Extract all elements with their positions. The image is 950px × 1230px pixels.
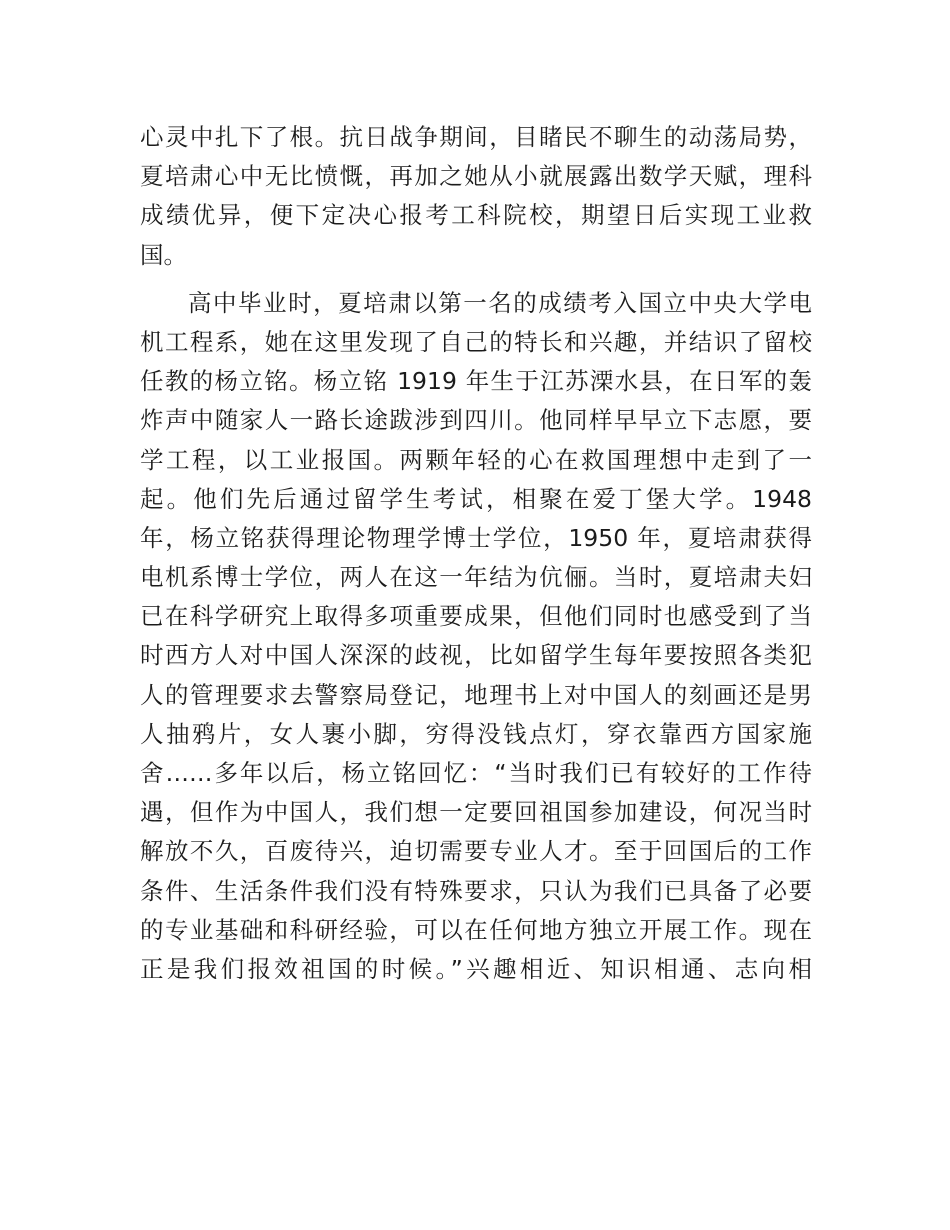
text-line: 国。	[140, 240, 187, 269]
text-line: 人抽鸦片，女人裹小脚，穷得没钱点灯，穿衣靠西方国家施	[140, 719, 812, 748]
text-line: 心灵中扎下了根。抗日战争期间，目睹民不聊生的动荡局势，	[140, 123, 812, 151]
text-line: 解放不久，百废待兴，迫切需要专业人才。至于回国后的工作	[140, 837, 812, 866]
paragraph-1	[140, 118, 812, 275]
body-text	[140, 118, 812, 989]
text-line: 机工程系，她在这里发现了自己的特长和兴趣，并结识了留校	[140, 327, 812, 356]
text-line: 已在科学研究上取得多项重要成果，但他们同时也感受到了当	[140, 602, 812, 631]
text-line: 起。他们先后通过留学生考试，相聚在爱丁堡大学。1948	[140, 484, 812, 513]
text-line: 遇，但作为中国人，我们想一定要回祖国参加建设，何况当时	[140, 798, 812, 827]
text-line: 成绩优异，便下定决心报考工科院校，期望日后实现工业救	[140, 201, 812, 230]
text-line: 电机系博士学位，两人在这一年结为伉俪。当时，夏培肃夫妇	[140, 563, 812, 592]
paragraph-spacer	[140, 275, 812, 284]
paragraph-2	[140, 284, 812, 989]
text-line: 时西方人对中国人深深的歧视，比如留学生每年要按照各类犯	[140, 641, 812, 670]
text-line: 正是我们报效祖国的时候。”兴趣相近、知识相通、志向相	[140, 954, 812, 983]
text-line: 高中毕业时，夏培肃以第一名的成绩考入国立中央大学电	[188, 288, 812, 317]
text-line: 舍……多年以后，杨立铭回忆：“当时我们已有较好的工作待	[140, 759, 812, 787]
text-line: 炸声中随家人一路长途跋涉到四川。他同样早早立下志愿，要	[140, 406, 812, 435]
text-line: 年，杨立铭获得理论物理学博士学位，1950 年，夏培肃获得	[140, 523, 812, 552]
text-line: 人的管理要求去警察局登记，地理书上对中国人的刻画还是男	[140, 680, 812, 709]
text-line: 夏培肃心中无比愤慨，再加之她从小就展露出数学天赋，理科	[140, 162, 812, 191]
text-line: 任教的杨立铭。杨立铭 1919 年生于江苏溧水县，在日军的轰	[140, 367, 812, 396]
text-line: 条件、生活条件我们没有特殊要求，只认为我们已具备了必要	[140, 876, 812, 905]
text-line: 的专业基础和科研经验，可以在任何地方独立开展工作。现在	[140, 915, 812, 944]
text-line: 学工程，以工业报国。两颗年轻的心在救国理想中走到了一	[140, 445, 812, 474]
